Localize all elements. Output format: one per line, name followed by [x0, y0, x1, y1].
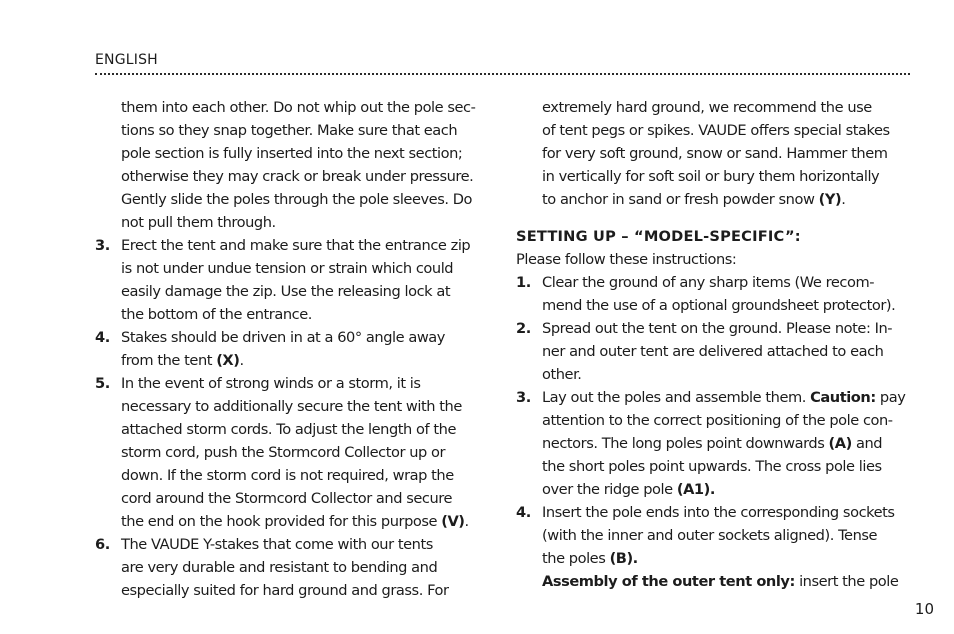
list-item-4	[516, 501, 914, 524]
figure-ref: (A1).	[676, 481, 715, 498]
text-line: Stakes should be driven in at a 60° angle away	[121, 329, 445, 346]
figure-ref: (B).	[609, 550, 638, 567]
list-item-6	[95, 533, 490, 556]
text-line: tions so they snap together. Make sure that each	[121, 122, 458, 139]
text-run: .	[464, 513, 469, 530]
text-line: for very soft ground, snow or sand. Hammer them	[542, 145, 888, 162]
text-line: (with the inner and outer sockets aligned). Tense	[542, 527, 878, 544]
text-line: pole section is fully inserted into the next section;	[121, 145, 463, 162]
text-line	[516, 432, 914, 455]
item-number: 1.	[516, 274, 531, 291]
section-heading: SETTING UP – “MODEL-SPECIFIC”:	[516, 228, 801, 245]
text-line	[516, 570, 914, 593]
text-run: .	[239, 352, 244, 369]
text-line: Insert the pole ends into the corresponding sockets	[542, 504, 895, 521]
subheading-label: Assembly of the outer tent only:	[542, 573, 795, 590]
text-line: otherwise they may crack or break under pressure.	[121, 168, 474, 185]
item-number: 6.	[95, 536, 110, 553]
item-number: 3.	[516, 389, 531, 406]
text-line: ner and outer tent are delivered attached to each	[542, 343, 884, 360]
text-line	[516, 188, 914, 211]
text-line: other.	[542, 366, 582, 383]
list-item-4	[95, 326, 490, 349]
text-line: The VAUDE Y-stakes that come with our tents	[121, 536, 433, 553]
text-run: the end on the hook provided for this purpose	[121, 513, 442, 530]
text-line: mend the use of a optional groundsheet protector).	[542, 297, 896, 314]
text-run: Lay out the poles and assemble them.	[542, 389, 811, 406]
text-line	[95, 510, 490, 533]
list-item-3	[516, 386, 914, 409]
item-number: 4.	[95, 329, 110, 346]
figure-ref: (X)	[216, 352, 240, 369]
list-item-2	[516, 317, 914, 340]
text-line: Clear the ground of any sharp items (We recom-	[542, 274, 875, 291]
text-line: down. If the storm cord is not required, wrap the	[121, 467, 454, 484]
text-line: Erect the tent and make sure that the entrance zip	[121, 237, 471, 254]
list-item-3	[95, 234, 490, 257]
text-run: to anchor in sand or fresh powder snow	[542, 191, 819, 208]
text-line: them into each other. Do not whip out the pole sec-	[121, 99, 476, 116]
text-line: necessary to additionally secure the tent with the	[121, 398, 462, 415]
text-run: from the tent	[121, 352, 217, 369]
text-line	[516, 478, 914, 501]
text-line: not pull them through.	[121, 214, 276, 231]
right-column	[516, 96, 914, 593]
text-line	[95, 349, 490, 372]
figure-ref: (V)	[441, 513, 465, 530]
text-line: Spread out the tent on the ground. Please note: In-	[542, 320, 893, 337]
caution-label: Caution:	[810, 389, 876, 406]
figure-ref: (Y)	[818, 191, 842, 208]
list-item-1	[516, 271, 914, 294]
language-label: ENGLISH	[95, 52, 158, 68]
text-line: In the event of strong winds or a storm, it is	[121, 375, 421, 392]
header-dotted-rule	[95, 73, 910, 75]
text-line: extremely hard ground, we recommend the use	[542, 99, 872, 116]
text-run: the poles	[542, 550, 610, 567]
text-line: attached storm cords. To adjust the length of the	[121, 421, 457, 438]
text-line: the bottom of the entrance.	[121, 306, 312, 323]
intro-text: Please follow these instructions:	[516, 251, 737, 268]
list-item-5	[95, 372, 490, 395]
text-line: in vertically for soft soil or bury them horizontally	[542, 168, 880, 185]
text-run: and	[851, 435, 883, 452]
text-line: attention to the correct positioning of the pole con-	[542, 412, 893, 429]
text-line: cord around the Stormcord Collector and secure	[121, 490, 453, 507]
section-spacer	[516, 211, 914, 225]
text-line: especially suited for hard ground and grass. For	[121, 582, 449, 599]
text-line: of tent pegs or spikes. VAUDE offers special stakes	[542, 122, 890, 139]
item-number: 5.	[95, 375, 110, 392]
text-line: are very durable and resistant to bending and	[121, 559, 438, 576]
text-line: the short poles point upwards. The cross pole lies	[542, 458, 882, 475]
text-run: nectors. The long poles point downwards	[542, 435, 829, 452]
text-line: storm cord, push the Stormcord Collector up or	[121, 444, 446, 461]
item-number: 3.	[95, 237, 110, 254]
text-run: .	[841, 191, 846, 208]
item-number: 2.	[516, 320, 531, 337]
text-line	[516, 547, 914, 570]
figure-ref: (A)	[828, 435, 852, 452]
page-number: 10	[914, 600, 934, 618]
item-number: 4.	[516, 504, 531, 521]
text-line: is not under undue tension or strain which could	[121, 260, 454, 277]
text-line: easily damage the zip. Use the releasing lock at	[121, 283, 451, 300]
text-run: pay	[875, 389, 906, 406]
text-line: Gently slide the poles through the pole sleeves. Do	[121, 191, 473, 208]
text-run: insert the pole	[794, 573, 899, 590]
left-column	[95, 96, 490, 602]
text-run: over the ridge pole	[542, 481, 677, 498]
